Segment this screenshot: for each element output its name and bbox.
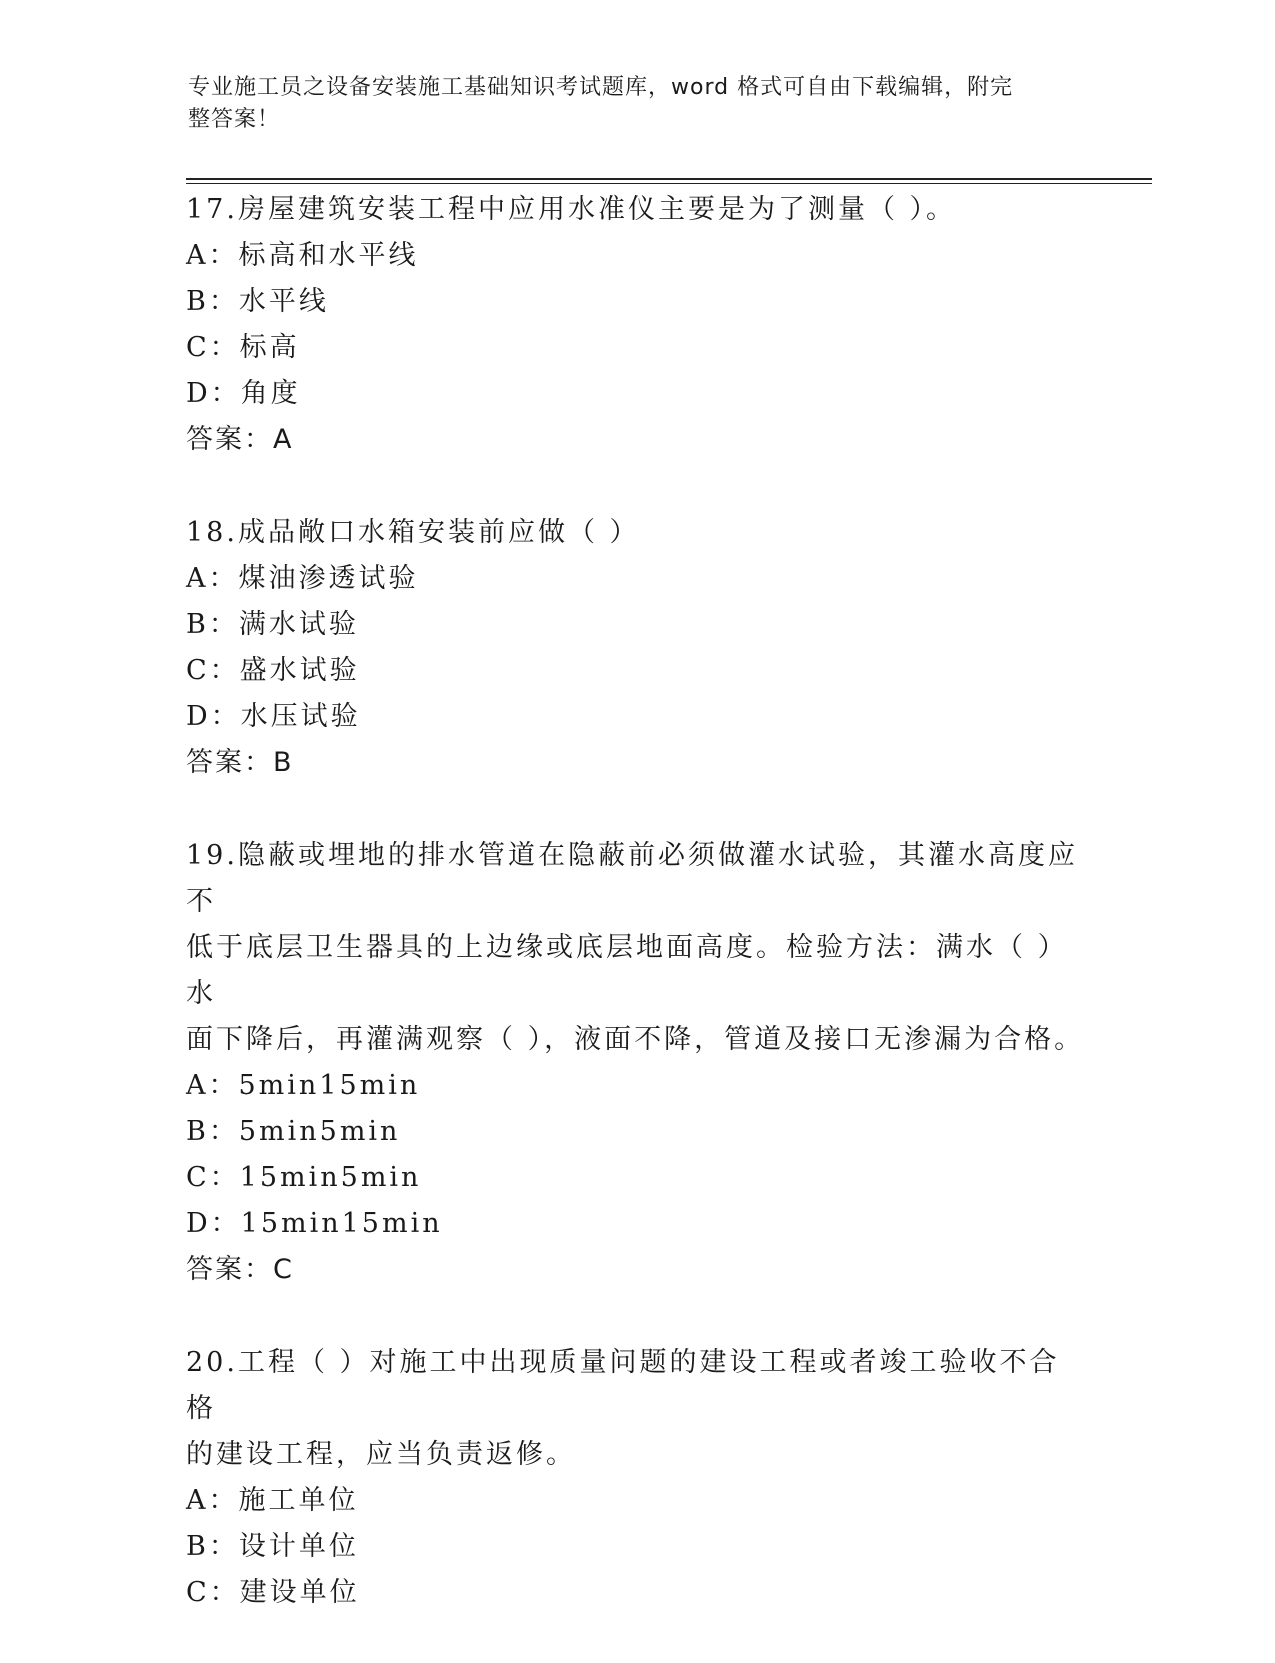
question-19 bbox=[186, 833, 1086, 1293]
question-stem: 18.成品敞口水箱安装前应做（ ） bbox=[186, 517, 640, 548]
question-stem: 17.房屋建筑安装工程中应用水准仪主要是为了测量（ ）。 bbox=[186, 194, 957, 225]
option-c: C：标高 bbox=[186, 332, 300, 363]
question-stem-line-2: 的建设工程，应当负责返修。 bbox=[186, 1439, 576, 1470]
answer: 答案：C bbox=[186, 1254, 294, 1285]
header-divider-thick bbox=[186, 178, 1152, 180]
option-d: D：水压试验 bbox=[186, 701, 361, 732]
option-b: B：水平线 bbox=[186, 286, 329, 317]
document-header bbox=[188, 72, 1068, 136]
option-d: D：角度 bbox=[186, 378, 301, 409]
question-list bbox=[186, 187, 1086, 1663]
option-c: C：盛水试验 bbox=[186, 655, 360, 686]
question-20 bbox=[186, 1340, 1086, 1616]
option-b: B：满水试验 bbox=[186, 609, 359, 640]
question-stem-line-1: 20.工程（ ）对施工中出现质量问题的建设工程或者竣工验收不合格 bbox=[186, 1347, 1060, 1424]
question-18 bbox=[186, 510, 1086, 786]
header-divider-thin bbox=[186, 183, 1152, 184]
option-b: B：5min5min bbox=[186, 1116, 401, 1147]
header-line-1: 专业施工员之设备安装施工基础知识考试题库，word 格式可自由下载编辑，附完 bbox=[188, 75, 1014, 100]
option-a: A：施工单位 bbox=[186, 1485, 359, 1516]
option-d: D：15min15min bbox=[186, 1208, 443, 1239]
option-a: A：标高和水平线 bbox=[186, 240, 419, 271]
option-b: B：设计单位 bbox=[186, 1531, 359, 1562]
question-stem-line-3: 面下降后，再灌满观察（ ），液面不降，管道及接口无渗漏为合格。 bbox=[186, 1024, 1085, 1055]
option-c: C：15min5min bbox=[186, 1162, 422, 1193]
question-stem-line-1: 19.隐蔽或埋地的排水管道在隐蔽前必须做灌水试验，其灌水高度应不 bbox=[186, 840, 1078, 917]
option-a: A：5min15min bbox=[186, 1070, 421, 1101]
option-c: C：建设单位 bbox=[186, 1577, 360, 1608]
answer: 答案：A bbox=[186, 424, 294, 455]
answer: 答案：B bbox=[186, 747, 294, 778]
option-a: A：煤油渗透试验 bbox=[186, 563, 419, 594]
question-stem-line-2: 低于底层卫生器具的上边缘或底层地面高度。检验方法：满水（ ）水 bbox=[186, 932, 1068, 1009]
question-17 bbox=[186, 187, 1086, 463]
header-line-2: 整答案！ bbox=[188, 107, 281, 132]
